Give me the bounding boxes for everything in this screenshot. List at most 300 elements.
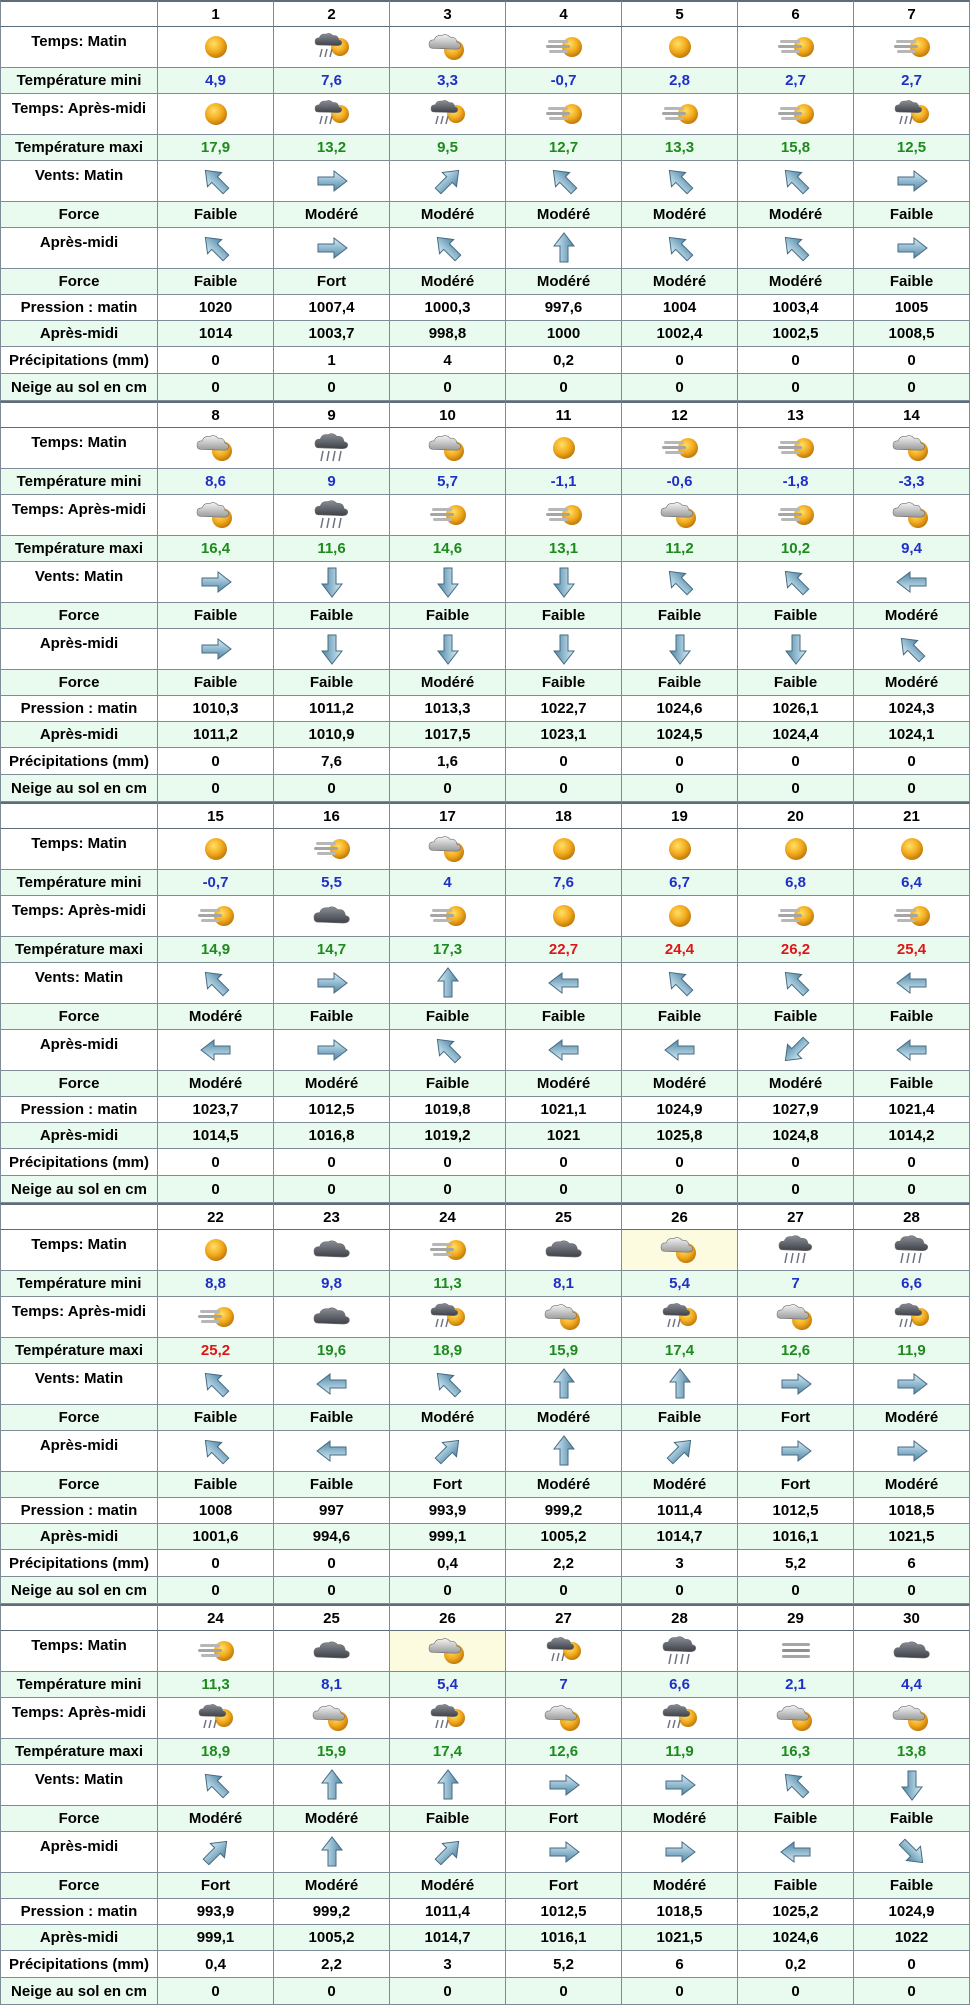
force-morning-value: Faible — [158, 603, 274, 629]
temp-max-value: 13,8 — [854, 1739, 970, 1765]
pressure-morning-value: 1021,1 — [506, 1097, 622, 1123]
force-morning-value: Fort — [506, 1806, 622, 1832]
temp-min-value: 2,7 — [854, 68, 970, 94]
pressure-morning-value: 1021,4 — [854, 1097, 970, 1123]
day-number: 25 — [506, 1203, 622, 1230]
row-force-morning — [0, 1004, 974, 1030]
wind-arrow-ne-icon — [390, 1431, 506, 1472]
temp-min-value: 2,1 — [738, 1672, 854, 1698]
row-label: Température mini — [0, 68, 158, 94]
force-morning-value: Faible — [738, 603, 854, 629]
force-afternoon-value: Modéré — [854, 670, 970, 696]
fog-sun-icon — [158, 896, 274, 937]
snow-value: 0 — [274, 775, 390, 802]
rain-sun-icon — [274, 27, 390, 68]
row-precip — [0, 347, 974, 374]
sun-icon — [506, 896, 622, 937]
temp-max-value: 12,5 — [854, 135, 970, 161]
wind-arrow-e-icon — [274, 228, 390, 269]
day-number: 28 — [854, 1203, 970, 1230]
fog-sun-icon — [506, 94, 622, 135]
sun-icon — [506, 428, 622, 469]
day-number: 26 — [622, 1203, 738, 1230]
pressure-morning-value: 1003,4 — [738, 295, 854, 321]
cloud-icon — [274, 1230, 390, 1271]
pressure-morning-value: 1011,4 — [390, 1899, 506, 1925]
temp-max-value: 14,6 — [390, 536, 506, 562]
force-afternoon-value: Faible — [854, 1873, 970, 1899]
pressure-afternoon-value: 1014,7 — [390, 1925, 506, 1951]
rain-sun-icon — [158, 1698, 274, 1739]
rain-cloud-icon — [738, 1230, 854, 1271]
row-label: Force — [0, 1004, 158, 1030]
row-days — [0, 401, 974, 428]
day-number: 7 — [854, 0, 970, 27]
pressure-afternoon-value: 1017,5 — [390, 722, 506, 748]
row-weather-afternoon — [0, 94, 974, 135]
temp-max-value: 25,2 — [158, 1338, 274, 1364]
sun-icon — [622, 829, 738, 870]
row-pressure-afternoon — [0, 321, 974, 347]
row-label: Pression : matin — [0, 1097, 158, 1123]
force-morning-value: Faible — [390, 603, 506, 629]
row-pressure-afternoon — [0, 1925, 974, 1951]
row-wind-afternoon — [0, 1431, 974, 1472]
row-label — [0, 0, 158, 27]
row-label: Force — [0, 1071, 158, 1097]
temp-min-value: 8,1 — [506, 1271, 622, 1297]
temp-max-value: 13,3 — [622, 135, 738, 161]
cloud-sun-icon — [506, 1698, 622, 1739]
precip-value: 0 — [738, 748, 854, 775]
row-wind-afternoon — [0, 1030, 974, 1071]
row-label: Temps: Matin — [0, 428, 158, 469]
precip-value: 3 — [390, 1951, 506, 1978]
cloud-sun-icon — [390, 27, 506, 68]
cloud-sun-icon — [854, 1698, 970, 1739]
temp-min-value: 5,4 — [622, 1271, 738, 1297]
day-number: 12 — [622, 401, 738, 428]
row-force-afternoon — [0, 670, 974, 696]
row-label: Force — [0, 1405, 158, 1431]
row-label: Temps: Après-midi — [0, 1297, 158, 1338]
day-number: 17 — [390, 802, 506, 829]
force-afternoon-value: Modéré — [274, 1873, 390, 1899]
wind-arrow-n-icon — [274, 1765, 390, 1806]
wind-arrow-nw-icon — [622, 963, 738, 1004]
snow-value: 0 — [738, 1176, 854, 1203]
cloud-sun-icon — [390, 428, 506, 469]
force-morning-value: Modéré — [854, 603, 970, 629]
week-block — [0, 401, 974, 802]
row-label: Vents: Matin — [0, 1364, 158, 1405]
force-morning-value: Modéré — [738, 202, 854, 228]
temp-min-value: 11,3 — [158, 1672, 274, 1698]
wind-arrow-nw-icon — [738, 1765, 854, 1806]
fog-sun-icon — [738, 428, 854, 469]
force-morning-value: Modéré — [622, 1806, 738, 1832]
temp-min-value: 2,8 — [622, 68, 738, 94]
force-afternoon-value: Faible — [158, 670, 274, 696]
wind-arrow-s-icon — [506, 562, 622, 603]
temp-min-value: 7,6 — [506, 870, 622, 896]
wind-arrow-s-icon — [622, 629, 738, 670]
row-temp-min — [0, 68, 974, 94]
wind-arrow-w-icon — [506, 1030, 622, 1071]
pressure-afternoon-value: 1014 — [158, 321, 274, 347]
pressure-morning-value: 997,6 — [506, 295, 622, 321]
pressure-afternoon-value: 1011,2 — [158, 722, 274, 748]
wind-arrow-w-icon — [854, 963, 970, 1004]
temp-min-value: 7 — [738, 1271, 854, 1297]
row-snow — [0, 1577, 974, 1604]
cloud-sun-icon — [390, 1631, 506, 1672]
rain-sun-icon — [622, 1297, 738, 1338]
fog-sun-icon — [622, 428, 738, 469]
row-pressure-morning — [0, 1097, 974, 1123]
force-afternoon-value: Modéré — [390, 269, 506, 295]
rain-cloud-icon — [854, 1230, 970, 1271]
wind-arrow-nw-icon — [390, 1030, 506, 1071]
row-label: Pression : matin — [0, 1498, 158, 1524]
precip-value: 5,2 — [738, 1550, 854, 1577]
temp-max-value: 15,9 — [506, 1338, 622, 1364]
row-label: Pression : matin — [0, 696, 158, 722]
pressure-morning-value: 1022,7 — [506, 696, 622, 722]
wind-arrow-nw-icon — [158, 1431, 274, 1472]
pressure-morning-value: 1018,5 — [854, 1498, 970, 1524]
force-afternoon-value: Faible — [738, 670, 854, 696]
cloud-icon — [506, 1230, 622, 1271]
row-label: Force — [0, 603, 158, 629]
pressure-morning-value: 1024,6 — [622, 696, 738, 722]
fog-sun-icon — [854, 896, 970, 937]
wind-arrow-ne-icon — [390, 1832, 506, 1873]
week-block — [0, 1604, 974, 2005]
snow-value: 0 — [274, 1978, 390, 2005]
day-number: 24 — [390, 1203, 506, 1230]
force-afternoon-value: Faible — [390, 1071, 506, 1097]
row-label: Neige au sol en cm — [0, 1176, 158, 1203]
temp-min-value: 7 — [506, 1672, 622, 1698]
pressure-afternoon-value: 1024,5 — [622, 722, 738, 748]
snow-value: 0 — [854, 1577, 970, 1604]
precip-value: 0 — [158, 748, 274, 775]
precip-value: 0,2 — [506, 347, 622, 374]
row-temp-max — [0, 536, 974, 562]
fog-sun-icon — [738, 94, 854, 135]
snow-value: 0 — [506, 1978, 622, 2005]
day-number: 5 — [622, 0, 738, 27]
pressure-afternoon-value: 1014,2 — [854, 1123, 970, 1149]
day-number: 29 — [738, 1604, 854, 1631]
row-label: Température mini — [0, 469, 158, 495]
row-weather-morning — [0, 27, 974, 68]
sun-icon — [506, 829, 622, 870]
force-morning-value: Modéré — [274, 1806, 390, 1832]
temp-max-value: 16,4 — [158, 536, 274, 562]
wind-arrow-w-icon — [854, 562, 970, 603]
row-weather-afternoon — [0, 495, 974, 536]
precip-value: 0 — [158, 1550, 274, 1577]
rain-sun-icon — [854, 1297, 970, 1338]
force-afternoon-value: Faible — [622, 670, 738, 696]
row-temp-max — [0, 1739, 974, 1765]
force-afternoon-value: Faible — [274, 1472, 390, 1498]
fog-sun-icon — [274, 829, 390, 870]
row-temp-min — [0, 1672, 974, 1698]
wind-arrow-n-icon — [622, 1364, 738, 1405]
row-force-morning — [0, 202, 974, 228]
cloud-sun-icon — [622, 495, 738, 536]
wind-arrow-n-icon — [390, 1765, 506, 1806]
row-label: Neige au sol en cm — [0, 374, 158, 401]
force-afternoon-value: Modéré — [738, 1071, 854, 1097]
wind-arrow-w-icon — [274, 1431, 390, 1472]
temp-max-value: 11,9 — [854, 1338, 970, 1364]
fog-sun-icon — [738, 495, 854, 536]
rain-sun-icon — [390, 1297, 506, 1338]
row-label: Après-midi — [0, 1832, 158, 1873]
precip-value: 0 — [622, 347, 738, 374]
wind-arrow-s-icon — [274, 629, 390, 670]
rain-sun-icon — [622, 1698, 738, 1739]
temp-max-value: 18,9 — [158, 1739, 274, 1765]
day-number: 26 — [390, 1604, 506, 1631]
temp-max-value: 11,9 — [622, 1739, 738, 1765]
pressure-afternoon-value: 1014,7 — [622, 1524, 738, 1550]
force-morning-value: Modéré — [506, 1405, 622, 1431]
wind-arrow-nw-icon — [158, 1765, 274, 1806]
temp-min-value: 3,3 — [390, 68, 506, 94]
row-force-afternoon — [0, 1873, 974, 1899]
cloud-sun-icon — [390, 829, 506, 870]
pressure-afternoon-value: 1023,1 — [506, 722, 622, 748]
precip-value: 0,2 — [738, 1951, 854, 1978]
row-temp-max — [0, 1338, 974, 1364]
snow-value: 0 — [158, 775, 274, 802]
row-days — [0, 1604, 974, 1631]
snow-value: 0 — [506, 1176, 622, 1203]
cloud-sun-icon — [854, 495, 970, 536]
temp-min-value: 9,8 — [274, 1271, 390, 1297]
temp-min-value: 6,4 — [854, 870, 970, 896]
temp-min-value: 6,8 — [738, 870, 854, 896]
pressure-afternoon-value: 1003,7 — [274, 321, 390, 347]
row-label: Neige au sol en cm — [0, 1978, 158, 2005]
row-weather-morning — [0, 1230, 974, 1271]
force-afternoon-value: Modéré — [622, 1071, 738, 1097]
row-label — [0, 401, 158, 428]
row-label: Pression : matin — [0, 1899, 158, 1925]
temp-max-value: 12,7 — [506, 135, 622, 161]
cloud-icon — [854, 1631, 970, 1672]
day-number: 25 — [274, 1604, 390, 1631]
precip-value: 5,2 — [506, 1951, 622, 1978]
row-label: Temps: Après-midi — [0, 495, 158, 536]
pressure-morning-value: 1005 — [854, 295, 970, 321]
pressure-morning-value: 1025,2 — [738, 1899, 854, 1925]
force-morning-value: Faible — [274, 603, 390, 629]
temp-max-value: 9,5 — [390, 135, 506, 161]
row-wind-morning — [0, 161, 974, 202]
fog-sun-icon — [738, 27, 854, 68]
wind-arrow-s-icon — [274, 562, 390, 603]
row-label: Température maxi — [0, 937, 158, 963]
precip-value: 0 — [854, 347, 970, 374]
temp-max-value: 11,6 — [274, 536, 390, 562]
force-morning-value: Faible — [622, 1004, 738, 1030]
snow-value: 0 — [390, 374, 506, 401]
temp-min-value: 2,7 — [738, 68, 854, 94]
pressure-afternoon-value: 1024,8 — [738, 1123, 854, 1149]
day-number: 11 — [506, 401, 622, 428]
wind-arrow-e-icon — [854, 228, 970, 269]
day-number: 18 — [506, 802, 622, 829]
wind-arrow-nw-icon — [622, 161, 738, 202]
pressure-afternoon-value: 1002,5 — [738, 321, 854, 347]
temp-max-value: 14,7 — [274, 937, 390, 963]
force-morning-value: Faible — [390, 1806, 506, 1832]
pressure-morning-value: 1000,3 — [390, 295, 506, 321]
pressure-morning-value: 1007,4 — [274, 295, 390, 321]
rain-sun-icon — [390, 1698, 506, 1739]
row-temp-min — [0, 870, 974, 896]
row-days — [0, 1203, 974, 1230]
row-precip — [0, 1550, 974, 1577]
wind-arrow-nw-icon — [506, 161, 622, 202]
wind-arrow-ne-icon — [622, 1431, 738, 1472]
temp-max-value: 12,6 — [506, 1739, 622, 1765]
row-snow — [0, 1176, 974, 1203]
precip-value: 6 — [622, 1951, 738, 1978]
force-afternoon-value: Modéré — [390, 1873, 506, 1899]
pressure-afternoon-value: 1000 — [506, 321, 622, 347]
row-label: Température mini — [0, 1672, 158, 1698]
force-afternoon-value: Faible — [158, 269, 274, 295]
row-precip — [0, 1149, 974, 1176]
cloud-sun-icon — [158, 428, 274, 469]
wind-arrow-e-icon — [158, 629, 274, 670]
wind-arrow-sw-icon — [738, 1030, 854, 1071]
temp-max-value: 24,4 — [622, 937, 738, 963]
snow-value: 0 — [622, 1978, 738, 2005]
pressure-afternoon-value: 1022 — [854, 1925, 970, 1951]
wind-arrow-s-icon — [390, 562, 506, 603]
snow-value: 0 — [622, 1176, 738, 1203]
cloud-sun-icon — [506, 1297, 622, 1338]
wind-arrow-e-icon — [854, 1364, 970, 1405]
pressure-morning-value: 1013,3 — [390, 696, 506, 722]
force-afternoon-value: Faible — [854, 1071, 970, 1097]
temp-max-value: 13,1 — [506, 536, 622, 562]
sun-icon — [158, 1230, 274, 1271]
cloud-sun-icon — [274, 1698, 390, 1739]
force-morning-value: Faible — [158, 202, 274, 228]
force-afternoon-value: Modéré — [506, 1071, 622, 1097]
day-number: 16 — [274, 802, 390, 829]
pressure-morning-value: 1026,1 — [738, 696, 854, 722]
wind-arrow-e-icon — [274, 963, 390, 1004]
temp-max-value: 26,2 — [738, 937, 854, 963]
pressure-morning-value: 993,9 — [158, 1899, 274, 1925]
pressure-morning-value: 1012,5 — [738, 1498, 854, 1524]
row-label: Temps: Après-midi — [0, 896, 158, 937]
rain-cloud-icon — [622, 1631, 738, 1672]
row-days — [0, 802, 974, 829]
temp-max-value: 19,6 — [274, 1338, 390, 1364]
temp-max-value: 9,4 — [854, 536, 970, 562]
precip-value: 0 — [158, 1149, 274, 1176]
row-label — [0, 802, 158, 829]
wind-arrow-e-icon — [854, 161, 970, 202]
wind-arrow-w-icon — [738, 1832, 854, 1873]
day-number: 3 — [390, 0, 506, 27]
row-label: Après-midi — [0, 1123, 158, 1149]
force-morning-value: Modéré — [622, 202, 738, 228]
sun-icon — [738, 829, 854, 870]
temp-max-value: 25,4 — [854, 937, 970, 963]
snow-value: 0 — [158, 1577, 274, 1604]
precip-value: 2,2 — [506, 1550, 622, 1577]
precip-value: 1 — [274, 347, 390, 374]
temp-min-value: -3,3 — [854, 469, 970, 495]
row-wind-morning — [0, 1364, 974, 1405]
force-morning-value: Modéré — [390, 202, 506, 228]
force-afternoon-value: Faible — [158, 1472, 274, 1498]
sun-icon — [158, 94, 274, 135]
row-label: Température maxi — [0, 536, 158, 562]
temp-min-value: 5,4 — [390, 1672, 506, 1698]
pressure-morning-value: 999,2 — [274, 1899, 390, 1925]
row-label: Neige au sol en cm — [0, 775, 158, 802]
snow-value: 0 — [738, 775, 854, 802]
cloud-icon — [274, 1631, 390, 1672]
row-wind-afternoon — [0, 1832, 974, 1873]
fog-sun-icon — [158, 1297, 274, 1338]
day-number: 20 — [738, 802, 854, 829]
force-morning-value: Faible — [738, 1806, 854, 1832]
temp-max-value: 15,8 — [738, 135, 854, 161]
day-number: 9 — [274, 401, 390, 428]
cloud-sun-icon — [158, 495, 274, 536]
precip-value: 1,6 — [390, 748, 506, 775]
temp-min-value: 8,6 — [158, 469, 274, 495]
row-wind-morning — [0, 963, 974, 1004]
temp-min-value: 5,5 — [274, 870, 390, 896]
pressure-afternoon-value: 1021,5 — [622, 1925, 738, 1951]
row-weather-afternoon — [0, 1297, 974, 1338]
row-label: Force — [0, 202, 158, 228]
pressure-morning-value: 1012,5 — [506, 1899, 622, 1925]
row-label: Pression : matin — [0, 295, 158, 321]
pressure-morning-value: 1010,3 — [158, 696, 274, 722]
force-morning-value: Modéré — [390, 1405, 506, 1431]
force-morning-value: Faible — [158, 1405, 274, 1431]
precip-value: 7,6 — [274, 748, 390, 775]
force-morning-value: Modéré — [158, 1004, 274, 1030]
force-morning-value: Faible — [390, 1004, 506, 1030]
precip-value: 0 — [622, 1149, 738, 1176]
temp-min-value: 6,7 — [622, 870, 738, 896]
force-afternoon-value: Modéré — [274, 1071, 390, 1097]
force-afternoon-value: Modéré — [622, 269, 738, 295]
precip-value: 6 — [854, 1550, 970, 1577]
week-block — [0, 1203, 974, 1604]
pressure-afternoon-value: 998,8 — [390, 321, 506, 347]
wind-arrow-n-icon — [506, 228, 622, 269]
row-label: Après-midi — [0, 722, 158, 748]
